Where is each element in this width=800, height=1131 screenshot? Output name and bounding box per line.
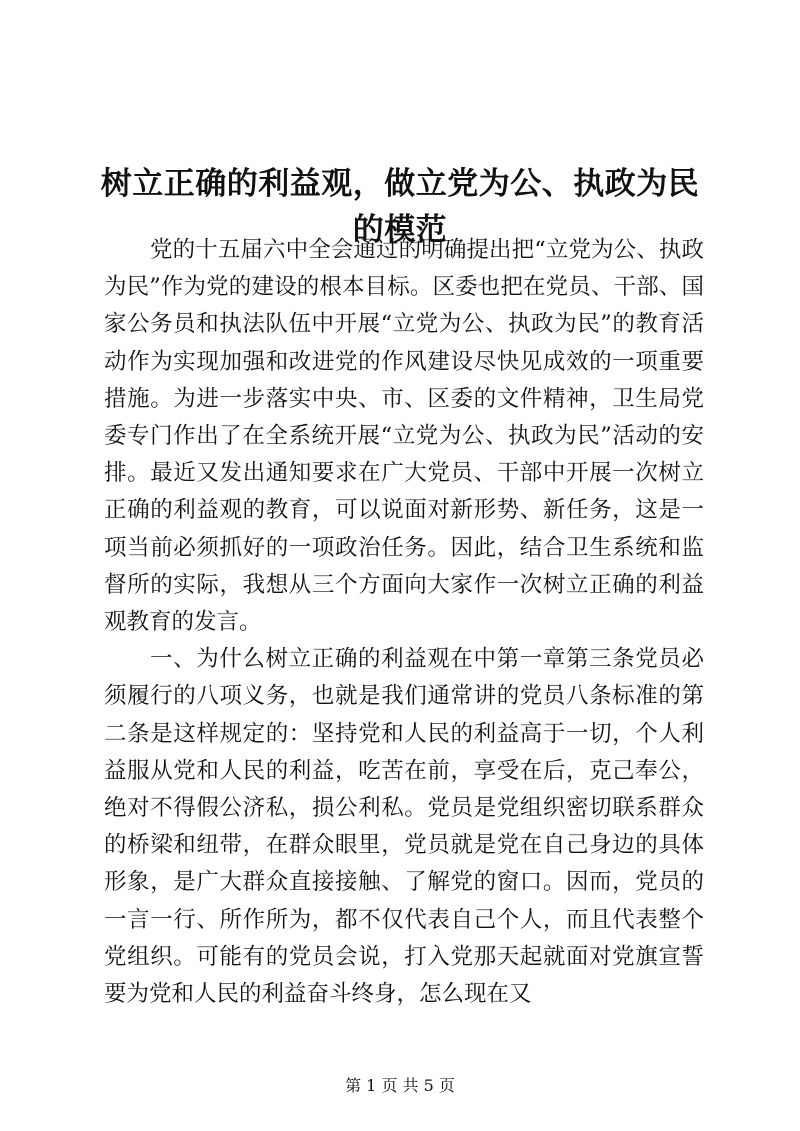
- document-title: 树立正确的利益观，做立党为公、执政为民的模范: [100, 165, 700, 248]
- page-number-label: 第 1 页 共 5 页: [345, 1076, 455, 1095]
- document-body: [104, 232, 704, 1013]
- paragraph-intro: 党的十五届六中全会通过的明确提出把“立党为公、执政为民”作为党的建设的根本目标。区委也把在党员、干部、国家公务员和执法队伍中开展“立党为公、执政为民”的教育活动作为实现加强和改进党的作风建设尽快见成效的一项重要措施。为进一步落实中央、市、区委的文件精神，卫生局党委专门作出了在全系统开展“立党为公、执政为民”活动的安排。最近又发出通知要求在广大党员、干部中开展一次树立正确的利益观的教育，可以说面对新形势、新任务，这是一项当前必须抓好的一项政治任务。因此，结合卫生系统和监督所的实际，我想从三个方面向大家作一次树立正确的利益观教育的发言。: [104, 237, 704, 636]
- page-footer: [0, 1076, 800, 1096]
- paragraph-section-one: 一、为什么树立正确的利益观在中第一章第三条党员必须履行的八项义务，也就是我们通常讲的党员八条标准的第二条是这样规定的：坚持党和人民的利益高于一切，个人利益服从党和人民的利益，吃苦在前，享受在后，克己奉公，绝对不得假公济私，损公利私。党员是党组织密切联系群众的桥梁和纽带，在群众眼里，党员就是党在自己身边的具体形象，是广大群众直接接触、了解党的窗口。因而，党员的一言一行、所作所为，都不仅代表自己个人，而且代表整个党组织。可能有的党员会说，打入党那天起就面对党旗宣誓要为党和人民的利益奋斗终身，怎么现在又: [104, 646, 704, 1008]
